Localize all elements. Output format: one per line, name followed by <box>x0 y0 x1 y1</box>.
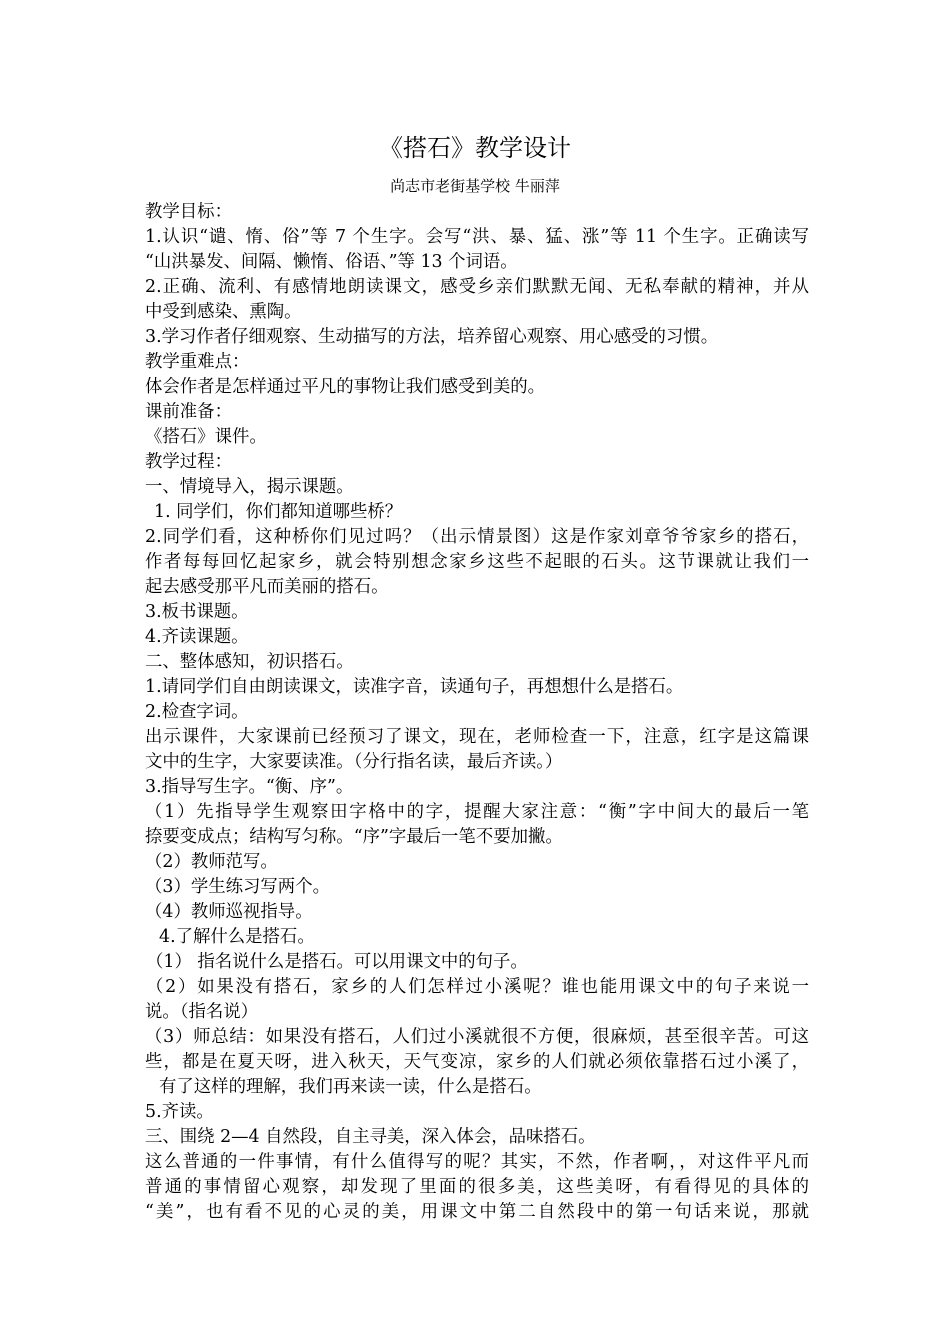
text-line: 教学重难点： <box>145 352 250 372</box>
text-line: 文中的生字，大家要读准。（分行指名读，最后齐读。） <box>145 752 563 772</box>
text-line: 4.了解什么是搭石。 <box>159 927 315 947</box>
text-line: 1.认识“谴、惰、俗”等 7 个生字。会写“洪、暴、猛、涨”等 11 个生字。正确读写 <box>145 227 809 247</box>
text-line: 出示课件，大家课前已经预习了课文，现在，老师检查一下，注意，红字是这篇课 <box>145 727 809 747</box>
text-line: （4）教师巡视指导。 <box>145 902 313 922</box>
text-line: 5.齐读。 <box>145 1102 214 1122</box>
text-line: 说。（指名说） <box>145 1002 259 1022</box>
text-line: 一、情境导入，揭示课题。 <box>145 477 354 497</box>
text-line: 教学过程： <box>145 452 232 472</box>
text-line: 1.请同学们自由朗读课文，读准字音，读通句子，再想想什么是搭石。 <box>145 677 684 697</box>
text-line: 些，都是在夏天呀，进入秋天，天气变凉，家乡的人们就必须依靠搭石过小溪了， <box>145 1052 809 1072</box>
document-title: 《搭石》教学设计 <box>379 134 571 162</box>
text-line: 三、围绕 2—4 自然段，自主寻美，深入体会，品味搭石。 <box>145 1127 596 1147</box>
text-line: 中受到感染、熏陶。 <box>145 302 302 322</box>
text-line: （3）师总结：如果没有搭石，人们过小溪就很不方便，很麻烦，甚至很辛苦。可这 <box>145 1027 809 1047</box>
text-line: 2.同学们看，这种桥你们见过吗？（出示情景图）这是作家刘章爷爷家乡的搭石， <box>145 527 809 547</box>
text-line: （1） 指名说什么是搭石。可以用课文中的句子。 <box>146 952 528 972</box>
text-line: 作者每每回忆起家乡，就会特别想念家乡这些不起眼的石头。这节课就让我们一 <box>145 552 809 572</box>
text-line: 捺要变成点；结构写匀称。“序”字最后一笔不要加撇。 <box>145 827 563 847</box>
text-line: 4.齐读课题。 <box>145 627 249 647</box>
text-line: “美”，也有看不见的心灵的美，用课文中第二自然段中的第一句话来说，那就 <box>145 1202 809 1222</box>
text-line: 教学目标： <box>145 202 232 222</box>
text-line: 1. 同学们，你们都知道哪些桥？ <box>154 502 403 522</box>
text-line: （2）教师范写。 <box>145 852 278 872</box>
text-line: 课前准备： <box>145 402 232 422</box>
text-line: （3）学生练习写两个。 <box>145 877 330 897</box>
text-line: （2）如果没有搭石，家乡的人们怎样过小溪呢？谁也能用课文中的句子来说一 <box>146 977 809 997</box>
text-line: 2.检查字词。 <box>145 702 249 722</box>
text-line: 《搭石》课件。 <box>145 427 267 447</box>
text-line: 3.学习作者仔细观察、生动描写的方法，培养留心观察、用心感受的习惯。 <box>145 327 719 347</box>
text-line: 3.指导写生字。“衡、序”。 <box>145 777 354 797</box>
text-line: 起去感受那平凡而美丽的搭石。 <box>145 577 389 597</box>
text-line: 体会作者是怎样通过平凡的事物让我们感受到美的。 <box>145 377 545 397</box>
text-line: 有了这样的理解，我们再来读一读，什么是搭石。 <box>159 1077 542 1097</box>
text-line: 二、整体感知，初识搭石。 <box>145 652 354 672</box>
text-line: “山洪暴发、间隔、懒惰、俗语、”等 13 个词语。 <box>145 252 518 272</box>
text-line: 普通的事情留心观察，却发现了里面的很多美，这些美呀，有看得见的具体的 <box>145 1177 809 1197</box>
text-line: 2.正确、流利、有感情地朗读课文，感受乡亲们默默无闻、无私奉献的精神，并从 <box>145 277 809 297</box>
text-line: （1）先指导学生观察田字格中的字，提醒大家注意：“衡”字中间大的最后一笔 <box>145 802 809 822</box>
text-line: 这么普通的一件事情，有什么值得写的呢？其实，不然，作者啊，，对这件平凡而 <box>145 1152 809 1172</box>
document-author: 尚志市老街基学校 牛丽萍 <box>390 177 560 195</box>
text-line: 3.板书课题。 <box>145 602 249 622</box>
document-body <box>145 200 809 1225</box>
